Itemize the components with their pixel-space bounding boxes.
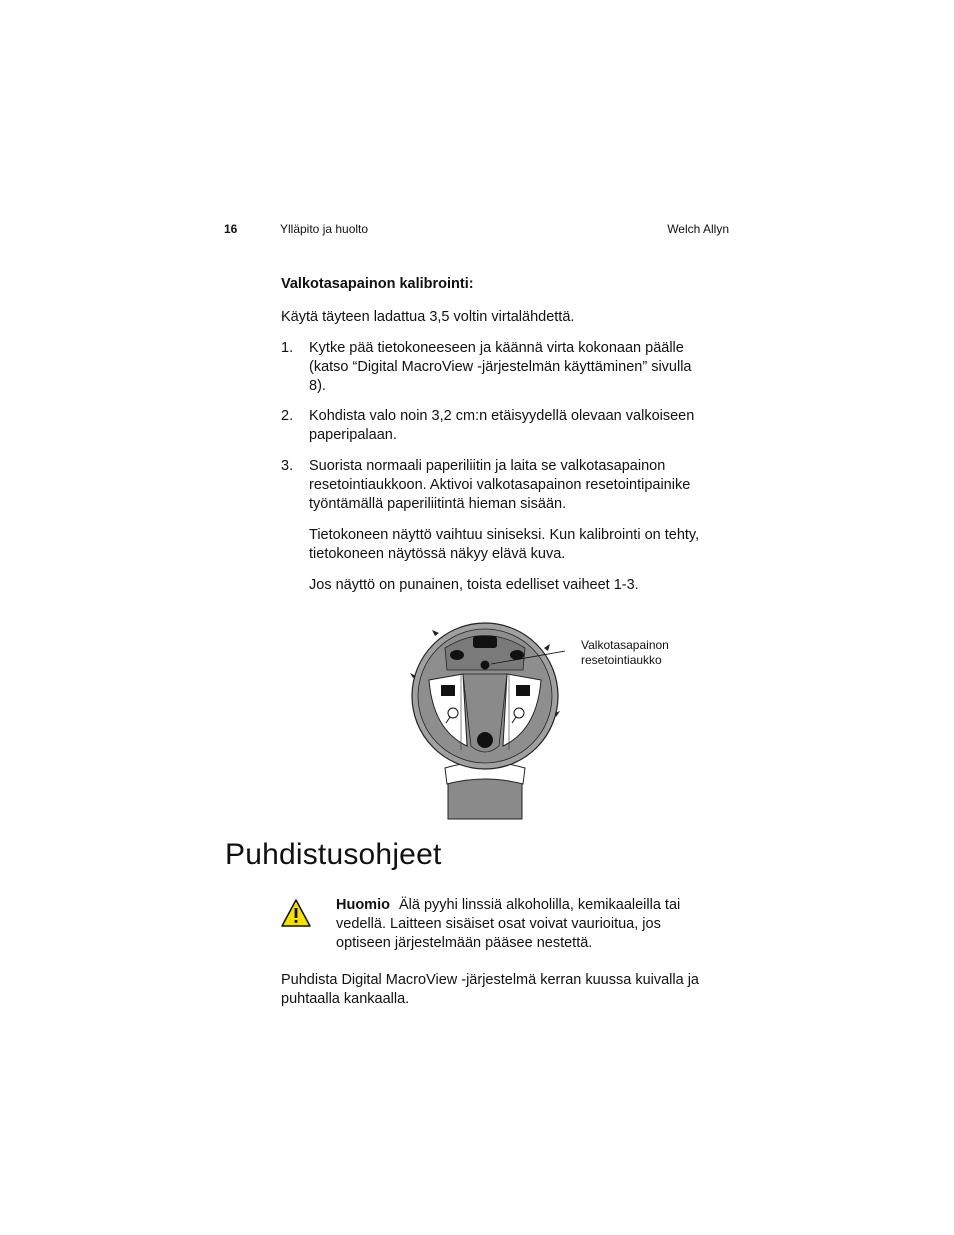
step-number: 3. [281, 458, 294, 474]
cleaning-title: Puhdistusohjeet [225, 838, 442, 871]
step-text: Suorista normaali paperiliitin ja laita se valkotasapainon resetointiaukkoon. Aktivoi valkotasapainon resetointipainike työntämällä paperiliitintä hieman sisään. [309, 458, 691, 512]
warning-icon [280, 898, 312, 928]
brand-name: Welch Allyn [667, 222, 729, 236]
step-note: Jos näyttö on punainen, toista edelliset vaiheet 1-3. [309, 577, 639, 593]
figure-callout: Valkotasapainon resetointiaukko [581, 638, 669, 667]
step-note: Tietokoneen näyttö vaihtuu siniseksi. Kun kalibrointi on tehty, tietokoneen näytössä näkyy elävä kuva. [309, 527, 700, 562]
warning-label: Huomio [336, 897, 390, 913]
warning-text: Älä pyyhi linssiä alkoholilla, kemikaaleilla tai vedellä. Laitteen sisäiset osat voivat vaurioitua, jos optiseen järjestelmään pääsee nestettä. [336, 897, 681, 951]
page-number: 16 [224, 222, 238, 236]
step-text: Kytke pää tietokoneeseen ja käännä virta kokonaan päälle (katso “Digital MacroView -järjestelmän käyttäminen” sivulla 8). [309, 340, 692, 394]
warning-block [336, 896, 716, 953]
section-title: Ylläpito ja huolto [280, 222, 369, 236]
cleaning-paragraph: Puhdista Digital MacroView -järjestelmä kerran kuussa kuivalla ja puhtaalla kankaalla. [281, 972, 699, 1007]
step-text: Kohdista valo noin 3,2 cm:n etäisyydellä olevaan valkoiseen paperipalaan. [309, 408, 695, 443]
device-illustration [405, 618, 565, 820]
step-number: 2. [281, 408, 294, 424]
calibration-intro: Käytä täyteen ladattua 3,5 voltin virtalähdettä. [281, 309, 575, 325]
calibration-heading: Valkotasapainon kalibrointi: [281, 276, 474, 292]
step-number: 1. [281, 340, 294, 356]
